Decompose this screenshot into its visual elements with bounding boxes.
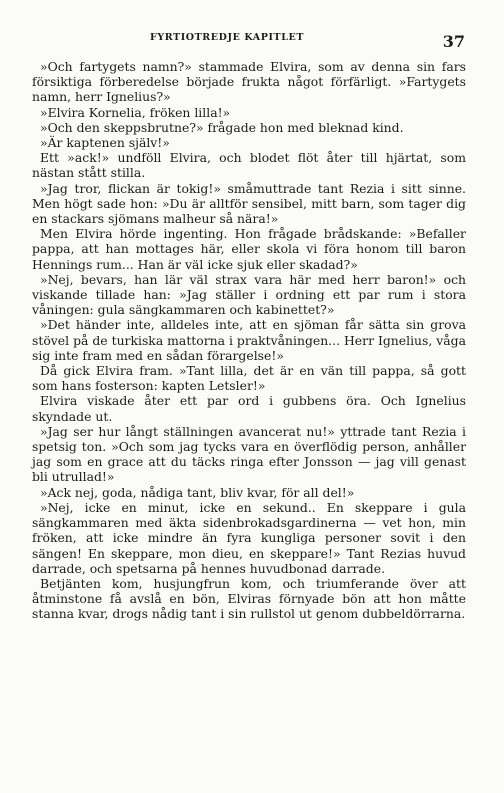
- running-head: FYRTIOTREDJE KAPITLET: [150, 32, 305, 43]
- paragraph: »Och fartygets namn?» stammade Elvira, som av denna sin fars försiktiga förberedelse började frukta något förfärligt. »Fartygets namn, herr Ignelius?»: [32, 59, 466, 105]
- paragraph: »Nej, icke en minut, icke en sekund.. En skeppare i gula sängkammaren med äkta sidenbrokadsgardinerna — vet hon, min fröken, att icke mindre än fyra kungliga personer sovit i den sängen! En skeppare, mon dieu, en skeppare!» Tant Rezias huvud darrade, och spetsarna på hennes huvudbonad darrade.: [32, 499, 466, 576]
- body-text: [32, 59, 466, 622]
- paragraph: Elvira viskade åter ett par ord i gubbens öra. Och Ignelius skyndade ut.: [32, 393, 466, 424]
- paragraph: »Det händer inte, alldeles inte, att en sjöman får sätta sin grova stövel på de turkiska mattorna i praktvåningen... Herr Ignelius, våga sig inte fram med en sådan förargelse!»: [32, 317, 466, 363]
- page-header: [40, 24, 465, 51]
- paragraph: »Ack nej, goda, nådiga tant, bliv kvar, för all del!»: [40, 484, 355, 500]
- paragraph: »Nej, bevars, han lär väl strax vara här med herr baron!» och viskande tillade han: »Jag ställer i ordning ett par rum i stora våningen: gula sängkammaren och kabinettet?»: [32, 271, 466, 318]
- paragraph: »Är kaptenen själv!»: [40, 135, 170, 151]
- paragraph: Men Elvira hörde ingenting. Hon frågade brådskande: »Befaller pappa, att han mottages här, eller skola vi föra honom till baron Hennings rum... Han är väl icke sjuk eller skadad?»: [32, 226, 466, 272]
- paragraph: Då gick Elvira fram. »Tant lilla, det är en vän till pappa, så gott som hans fosterson: kapten Letsler!»: [32, 363, 466, 394]
- paragraph: »Jag ser hur långt ställningen avancerat nu!» yttrade tant Rezia i spetsig ton. »Och som jag tycks vara en överflödig person, anhåller jag som en grace att du täcks ringa efter Jonsson — jag vill genast bli utrullad!»: [32, 423, 466, 485]
- paragraph: »Och den skeppsbrutne?» frågade hon med bleknad kind.: [40, 119, 404, 135]
- paragraph: Betjänten kom, husjungfrun kom, och triumferande över att åtminstone få avslå en bön, Elviras förnyade bön att hon måtte stanna kvar, drogs nådig tant i sin rullstol ut genom dubbeldörrarna.: [32, 575, 466, 622]
- page-number: 37: [442, 32, 465, 51]
- paragraph: »Jag tror, flickan är tokig!» småmuttrade tant Rezia i sitt sinne. Men högt sade hon: »Du är alltför sensibel, mitt barn, som tager dig en stackars sjömans malheur så nära!»: [32, 180, 466, 227]
- paragraph: »Elvira Kornelia, fröken lilla!»: [40, 104, 231, 120]
- paragraph: Ett »ack!» undföll Elvira, och blodet flöt åter till hjärtat, som nästan stått stilla.: [32, 150, 466, 181]
